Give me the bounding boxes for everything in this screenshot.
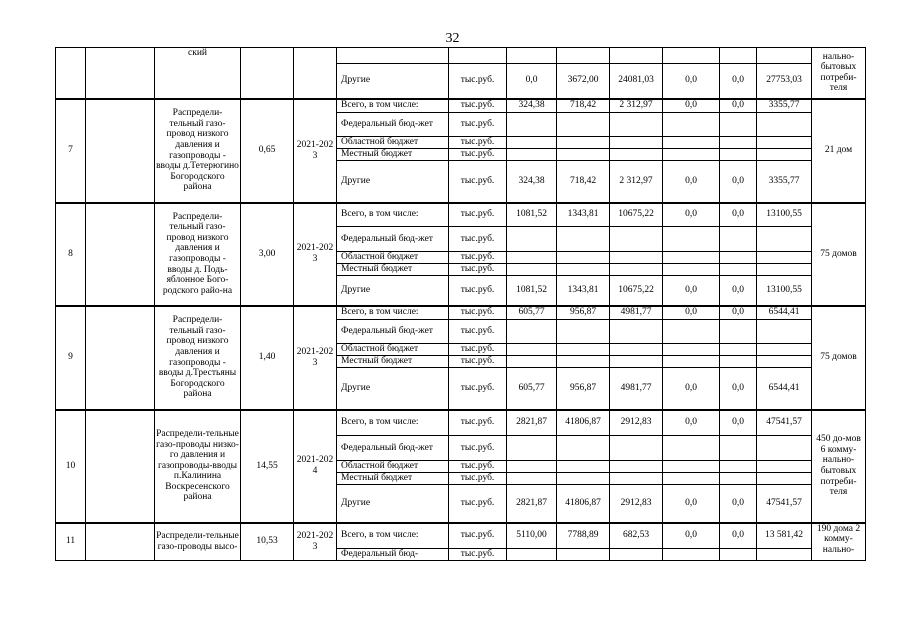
unit-cell: тыс.руб. <box>449 410 507 436</box>
value-2021 <box>507 320 557 344</box>
unit-cell: тыс.руб. <box>449 436 507 461</box>
value-2021: 2821,87 <box>507 485 557 523</box>
object-result: 450 до-мов 6 комму-нально-бытовых потреби-теля <box>812 410 866 523</box>
unit-cell: тыс.руб. <box>449 344 507 356</box>
value-2021 <box>507 252 557 264</box>
value-2021 <box>507 344 557 356</box>
value-2025: 0,0 <box>720 276 757 306</box>
object-name: Распредели-тельные газо-проводы высо- <box>155 523 241 561</box>
total-cell: 3355,77 <box>757 99 812 113</box>
source-label: Областной бюджет <box>337 137 449 149</box>
total-cell: 47541,57 <box>757 410 812 436</box>
total-cell: 6544,41 <box>757 306 812 320</box>
total-cell <box>757 436 812 461</box>
value-2025: 0,0 <box>720 485 757 523</box>
value-2021: 324,38 <box>507 161 557 203</box>
value-2023: 2912,83 <box>610 485 663 523</box>
value-2021: 0,0 <box>507 64 557 99</box>
value-2024 <box>663 461 720 473</box>
unit-cell: тыс.руб. <box>449 473 507 485</box>
unit-cell: тыс.руб. <box>449 161 507 203</box>
value-2024 <box>663 436 720 461</box>
value-2025: 0,0 <box>720 306 757 320</box>
value-2021 <box>507 436 557 461</box>
value-2021 <box>507 473 557 485</box>
value-2025 <box>720 461 757 473</box>
value-2023: 682,53 <box>610 523 663 549</box>
value-2021: 324,38 <box>507 99 557 113</box>
source-label: Всего, в том числе: <box>337 203 449 227</box>
value-2024 <box>663 264 720 276</box>
value-2025 <box>720 320 757 344</box>
total-cell <box>757 113 812 137</box>
value-2022 <box>557 344 610 356</box>
value-2023 <box>610 356 663 368</box>
value-2023 <box>610 227 663 252</box>
total-cell: 13100,55 <box>757 276 812 306</box>
source-label: Всего, в том числе: <box>337 306 449 320</box>
object-num <box>56 48 86 99</box>
table-row <box>56 203 866 227</box>
value-2022 <box>557 264 610 276</box>
object-result: 190 дома 2 комму-нально- <box>812 523 866 561</box>
object-length: 10,53 <box>241 523 294 561</box>
value-2023: 10675,22 <box>610 203 663 227</box>
value-2023: 2 312,97 <box>610 161 663 203</box>
table-row <box>56 48 866 64</box>
value-2021: 2821,87 <box>507 410 557 436</box>
value-2023 <box>610 344 663 356</box>
total-cell: 13100,55 <box>757 203 812 227</box>
total-cell <box>757 149 812 161</box>
object-length: 0,65 <box>241 99 294 203</box>
source-label: Местный бюджет <box>337 264 449 276</box>
empty-cell <box>557 48 610 64</box>
value-2023 <box>610 264 663 276</box>
value-2022: 956,87 <box>557 306 610 320</box>
value-2021 <box>507 549 557 561</box>
total-cell <box>757 461 812 473</box>
value-2025 <box>720 436 757 461</box>
value-2025 <box>720 356 757 368</box>
empty-cell <box>610 48 663 64</box>
source-label: Другие <box>337 276 449 306</box>
total-cell <box>757 137 812 149</box>
unit-cell: тыс.руб. <box>449 320 507 344</box>
value-2024: 0,0 <box>663 368 720 410</box>
value-2023 <box>610 113 663 137</box>
object-num: 9 <box>56 306 86 410</box>
value-2024: 0,0 <box>663 306 720 320</box>
value-2022 <box>557 473 610 485</box>
table-row <box>56 99 866 113</box>
table-row <box>56 523 866 549</box>
empty-cell <box>720 48 757 64</box>
total-cell: 6544,41 <box>757 368 812 410</box>
value-2025 <box>720 344 757 356</box>
object-name: Распредели-тельный газо-провод низкого давления и газопроводы - вводы д. Подь-яблонное Бого-родского райо-на <box>155 203 241 306</box>
value-2023: 2912,83 <box>610 410 663 436</box>
value-2023: 4981,77 <box>610 306 663 320</box>
object-period: 2021-2024 <box>294 410 337 523</box>
unit-cell: тыс.руб. <box>449 227 507 252</box>
value-2024 <box>663 356 720 368</box>
unit-cell: тыс.руб. <box>449 368 507 410</box>
object-length: 3,00 <box>241 203 294 306</box>
value-2022 <box>557 137 610 149</box>
value-2024 <box>663 137 720 149</box>
table-row <box>56 306 866 320</box>
source-label: Другие <box>337 64 449 99</box>
source-label: Федеральный бюд- <box>337 549 449 561</box>
value-2025: 0,0 <box>720 410 757 436</box>
value-2024: 0,0 <box>663 161 720 203</box>
total-cell <box>757 264 812 276</box>
value-2025: 0,0 <box>720 523 757 549</box>
value-2022: 1343,81 <box>557 276 610 306</box>
value-2022: 3672,00 <box>557 64 610 99</box>
value-2023: 4981,77 <box>610 368 663 410</box>
object-result: 75 домов <box>812 306 866 410</box>
empty-cell <box>757 48 812 64</box>
value-2022 <box>557 113 610 137</box>
total-cell: 3355,77 <box>757 161 812 203</box>
value-2024: 0,0 <box>663 99 720 113</box>
empty-cell <box>86 410 155 523</box>
value-2024 <box>663 320 720 344</box>
empty-cell <box>449 48 507 64</box>
value-2023 <box>610 137 663 149</box>
object-result: 75 домов <box>812 203 866 306</box>
source-label: Всего, в том числе: <box>337 99 449 113</box>
unit-cell: тыс.руб. <box>449 549 507 561</box>
value-2022: 7788,89 <box>557 523 610 549</box>
object-name: Распредели-тельный газо-провод низкого давления и газопроводы - вводы д.Трестьяны Богородского района <box>155 306 241 410</box>
value-2022 <box>557 461 610 473</box>
value-2025: 0,0 <box>720 161 757 203</box>
value-2024 <box>663 227 720 252</box>
object-result: нально-бытовых потреби-теля <box>812 48 866 99</box>
unit-cell: тыс.руб. <box>449 276 507 306</box>
value-2024 <box>663 149 720 161</box>
value-2022 <box>557 227 610 252</box>
source-label: Другие <box>337 161 449 203</box>
value-2023 <box>610 461 663 473</box>
value-2022: 718,42 <box>557 99 610 113</box>
object-length: 14,55 <box>241 410 294 523</box>
page-number: 32 <box>445 31 460 46</box>
source-label: Другие <box>337 485 449 523</box>
value-2025 <box>720 113 757 137</box>
total-cell <box>757 344 812 356</box>
value-2025: 0,0 <box>720 99 757 113</box>
value-2022: 956,87 <box>557 368 610 410</box>
value-2024 <box>663 113 720 137</box>
value-2025 <box>720 473 757 485</box>
source-label: Федеральный бюд-жет <box>337 227 449 252</box>
value-2022 <box>557 549 610 561</box>
unit-cell: тыс.руб. <box>449 356 507 368</box>
value-2023 <box>610 473 663 485</box>
unit-cell: тыс.руб. <box>449 461 507 473</box>
source-label: Местный бюджет <box>337 356 449 368</box>
unit-cell: тыс.руб. <box>449 113 507 137</box>
value-2021: 1081,52 <box>507 203 557 227</box>
source-label: Федеральный бюд-жет <box>337 436 449 461</box>
object-period <box>294 48 337 99</box>
value-2024: 0,0 <box>663 523 720 549</box>
empty-cell <box>86 306 155 410</box>
value-2021 <box>507 356 557 368</box>
total-cell <box>757 320 812 344</box>
source-label: Областной бюджет <box>337 252 449 264</box>
object-length <box>241 48 294 99</box>
value-2024 <box>663 549 720 561</box>
source-label: Федеральный бюд-жет <box>337 113 449 137</box>
object-num: 10 <box>56 410 86 523</box>
empty-cell <box>86 203 155 306</box>
unit-cell: тыс.руб. <box>449 64 507 99</box>
value-2021: 1081,52 <box>507 276 557 306</box>
empty-cell <box>337 48 449 64</box>
value-2024: 0,0 <box>663 203 720 227</box>
source-label: Другие <box>337 368 449 410</box>
value-2023 <box>610 549 663 561</box>
value-2022 <box>557 436 610 461</box>
value-2025: 0,0 <box>720 368 757 410</box>
empty-cell <box>86 48 155 99</box>
value-2023 <box>610 252 663 264</box>
source-label: Областной бюджет <box>337 461 449 473</box>
investment-table <box>55 47 866 561</box>
value-2022 <box>557 252 610 264</box>
object-period: 2021-2023 <box>294 523 337 561</box>
table-row <box>56 410 866 436</box>
value-2024 <box>663 473 720 485</box>
value-2022: 41806,87 <box>557 410 610 436</box>
object-period: 2021-2023 <box>294 306 337 410</box>
value-2025 <box>720 549 757 561</box>
value-2024 <box>663 344 720 356</box>
unit-cell: тыс.руб. <box>449 99 507 113</box>
value-2022 <box>557 149 610 161</box>
total-cell: 47541,57 <box>757 485 812 523</box>
object-num: 7 <box>56 99 86 203</box>
object-num: 11 <box>56 523 86 561</box>
value-2021 <box>507 137 557 149</box>
value-2024: 0,0 <box>663 410 720 436</box>
empty-cell <box>86 99 155 203</box>
total-cell <box>757 473 812 485</box>
object-name: ский <box>155 48 241 99</box>
source-label: Всего, в том числе: <box>337 410 449 436</box>
value-2022: 41806,87 <box>557 485 610 523</box>
value-2025 <box>720 137 757 149</box>
unit-cell: тыс.руб. <box>449 523 507 549</box>
value-2024: 0,0 <box>663 485 720 523</box>
object-name: Распредели-тельные газо-проводы низко-го давления и газопроводы-вводы п.Калинина Воскресенского района <box>155 410 241 523</box>
unit-cell: тыс.руб. <box>449 485 507 523</box>
value-2024: 0,0 <box>663 276 720 306</box>
unit-cell: тыс.руб. <box>449 306 507 320</box>
total-cell <box>757 356 812 368</box>
object-num: 8 <box>56 203 86 306</box>
value-2025 <box>720 227 757 252</box>
value-2024 <box>663 252 720 264</box>
empty-cell <box>507 48 557 64</box>
value-2022: 1343,81 <box>557 203 610 227</box>
total-cell: 13 581,42 <box>757 523 812 549</box>
unit-cell: тыс.руб. <box>449 252 507 264</box>
object-result: 21 дом <box>812 99 866 203</box>
value-2021: 605,77 <box>507 306 557 320</box>
empty-cell <box>663 48 720 64</box>
total-cell <box>757 252 812 264</box>
value-2023 <box>610 436 663 461</box>
value-2025 <box>720 252 757 264</box>
total-cell <box>757 549 812 561</box>
unit-cell: тыс.руб. <box>449 203 507 227</box>
value-2023 <box>610 320 663 344</box>
value-2022 <box>557 320 610 344</box>
object-period: 2021-2023 <box>294 203 337 306</box>
value-2025 <box>720 264 757 276</box>
source-label: Всего, в том числе: <box>337 523 449 549</box>
total-cell: 27753,03 <box>757 64 812 99</box>
unit-cell: тыс.руб. <box>449 149 507 161</box>
source-label: Местный бюджет <box>337 149 449 161</box>
value-2025: 0,0 <box>720 203 757 227</box>
unit-cell: тыс.руб. <box>449 137 507 149</box>
value-2021: 605,77 <box>507 368 557 410</box>
value-2021 <box>507 227 557 252</box>
value-2021 <box>507 264 557 276</box>
value-2021 <box>507 149 557 161</box>
source-label: Местный бюджет <box>337 473 449 485</box>
value-2025 <box>720 149 757 161</box>
value-2024: 0,0 <box>663 64 720 99</box>
empty-cell <box>86 523 155 561</box>
source-label: Областной бюджет <box>337 344 449 356</box>
value-2023: 10675,22 <box>610 276 663 306</box>
value-2021 <box>507 113 557 137</box>
value-2021: 5110,00 <box>507 523 557 549</box>
value-2023 <box>610 149 663 161</box>
object-period: 2021-2023 <box>294 99 337 203</box>
object-length: 1,40 <box>241 306 294 410</box>
value-2021 <box>507 461 557 473</box>
value-2025: 0,0 <box>720 64 757 99</box>
value-2023: 24081,03 <box>610 64 663 99</box>
object-name: Распредели-тельный газо-провод низкого давления и газопроводы - вводы д.Тетерюгино Богородского района <box>155 99 241 203</box>
value-2022 <box>557 356 610 368</box>
total-cell <box>757 227 812 252</box>
value-2022: 718,42 <box>557 161 610 203</box>
value-2023: 2 312,97 <box>610 99 663 113</box>
source-label: Федеральный бюд-жет <box>337 320 449 344</box>
unit-cell: тыс.руб. <box>449 264 507 276</box>
